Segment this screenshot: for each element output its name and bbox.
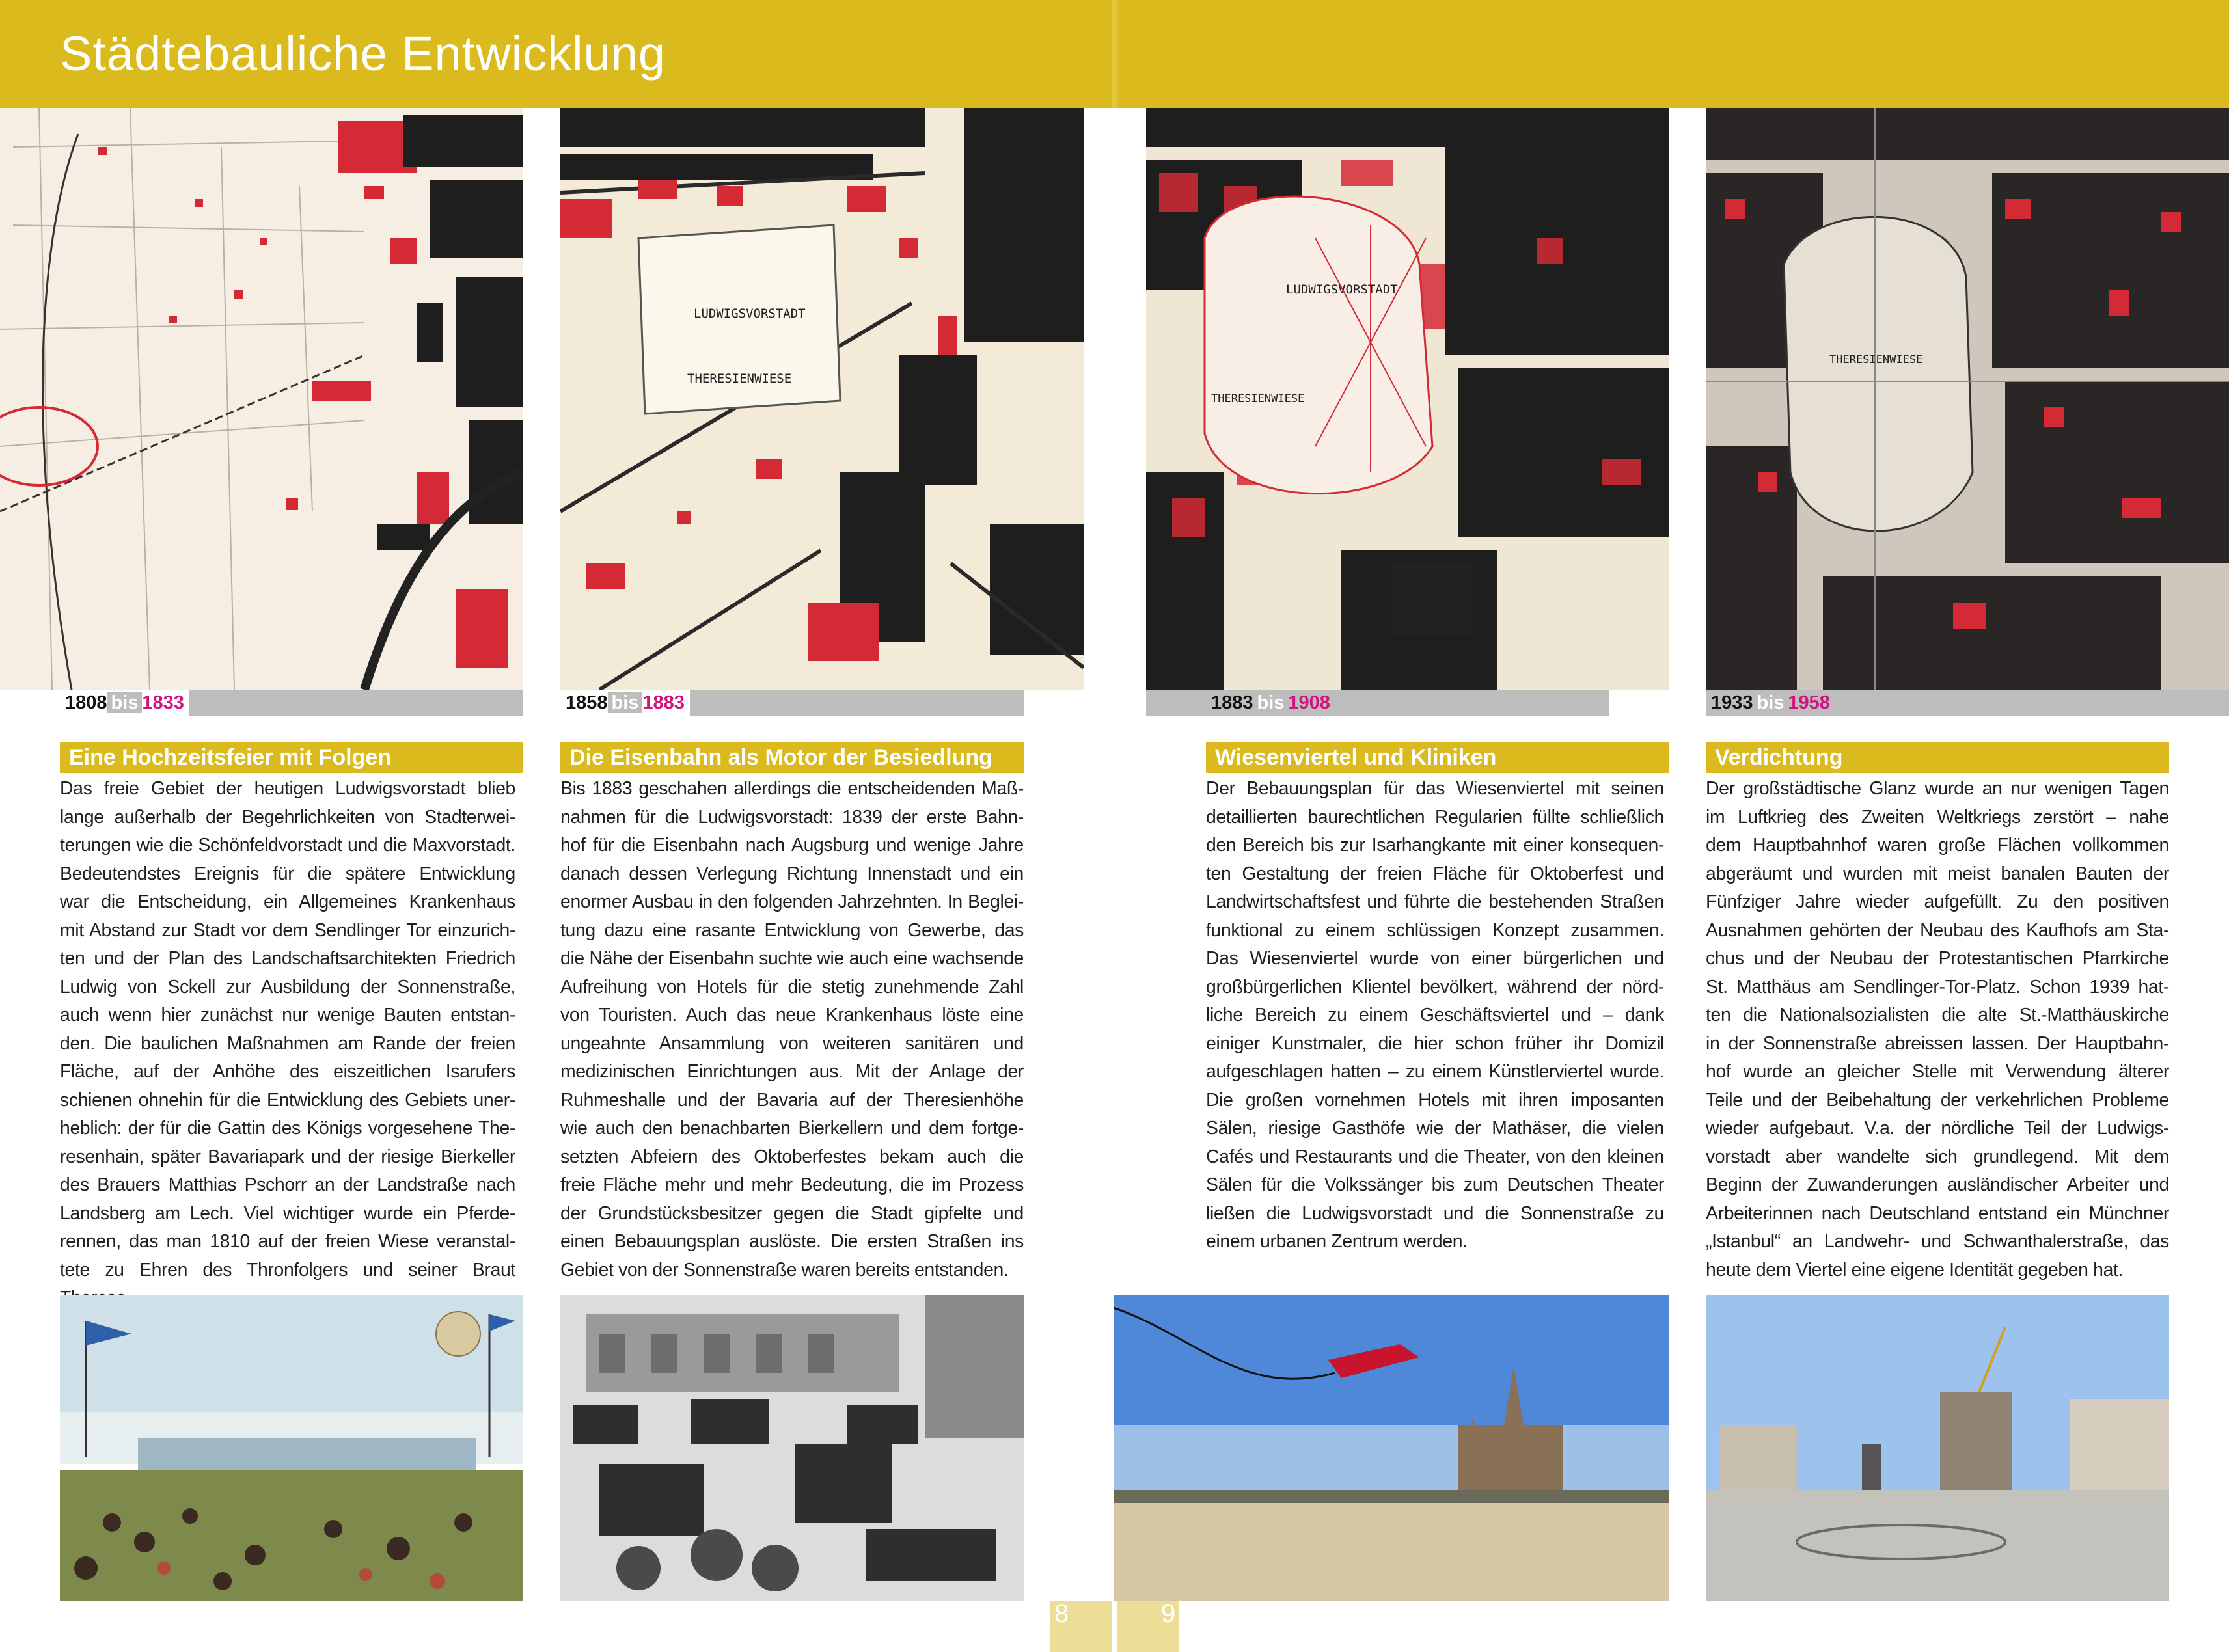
text-line: heblich: der für die Gattin des Königs vorgesehene The-: [60, 1118, 515, 1139]
text-line: aufgeschlagen hatten – zu einem Künstlerviertel wurde.: [1206, 1061, 1664, 1082]
photo-stachus-square: [1706, 1295, 2169, 1601]
text-line: die Nähe der Eisenbahn suchte wie auch eine wachsende: [560, 948, 1024, 969]
map-label-ludwigsvorstadt: LUDWIGSVORSTADT: [694, 306, 806, 321]
text-line: Fünfziger Jahre wieder aufgefüllt. Zu den positiven: [1706, 891, 2169, 912]
text-line: des Brauers Matthias Pschorr an der Landstraße nach: [60, 1174, 515, 1195]
year-bar: [1706, 690, 2229, 716]
map-1933-1958: [1706, 108, 2229, 690]
text-line: danach dessen Verlegung Richtung Innenstadt und ein: [560, 863, 1024, 884]
text-line: von Touristen. Auch das neue Krankenhaus löste eine: [560, 1005, 1024, 1025]
text-line: ließen die Ludwigsvorstadt und die Sonnenstraße zu: [1206, 1202, 1664, 1224]
text-line: Sälen für die Volkssänger bis zum Deutschen Theater: [1206, 1174, 1664, 1195]
year-range: 1883 bis 1908: [1211, 692, 1330, 713]
text-line: Cafés und Restaurants und die Theater, von den kleinen: [1206, 1146, 1664, 1167]
text-line: „Istanbul“ an Landwehr- und Schwanthalerstraße, das: [1706, 1231, 2169, 1252]
text-line: Ruhmeshalle und der Bavaria auf der Theresienhöhe: [560, 1089, 1024, 1111]
page-number-right: 9: [1161, 1599, 1176, 1628]
text-line: medizinischen Einrichtungen aus. Mit der Anlage der: [560, 1061, 1024, 1082]
text-line: Das Wiesenviertel wurde von einer bürgerlichen und: [1206, 948, 1664, 969]
text-line: Bedeutendstes Ereignis für die spätere Entwicklung: [60, 863, 515, 884]
section-heading: Die Eisenbahn als Motor der Besiedlung: [560, 742, 1024, 773]
text-line: St. Matthäus am Sendlinger-Tor-Platz. Schon 1939 hat-: [1706, 976, 2169, 997]
text-line: Aufreihung von Hotels für die stetig zunehmende Zahl: [560, 976, 1024, 997]
page-number-left: 8: [1054, 1599, 1069, 1628]
text-line: tete zu Ehren des Thronfolgers und seiner Braut: [60, 1259, 515, 1280]
map-label-ludwigsvorstadt: LUDWIGSVORSTADT: [1286, 282, 1398, 297]
text-line: ten und der Plan des Landschaftsarchitekten Friedrich: [60, 948, 515, 969]
text-line: freie Fläche mehr und mehr Bedeutung, die im Prozess: [560, 1174, 1024, 1195]
text-line: Der großstädtische Glanz wurde an nur wenigen Tagen: [1706, 778, 2169, 799]
text-line: liche Bereich zu einem Geschäftsviertel und – dank: [1206, 1005, 1664, 1025]
year-bar: [60, 690, 523, 716]
photo-oktoberfest-painting: [60, 1295, 523, 1601]
text-line: ungeahnte Ansammlung von weiteren sanitären und: [560, 1033, 1024, 1054]
text-line: mit Abstand zur Stadt vor dem Sendlinger Tor einzurich-: [60, 919, 515, 941]
text-line: funktional zu einem schlüssigen Konzept zusammen.: [1206, 919, 1664, 941]
text-line: auch wenn hier zunächst nur wenige Bauten entstan-: [60, 1005, 515, 1025]
text-line: dem Hauptbahnhof waren große Flächen vollkommen: [1706, 835, 2169, 856]
text-line: nahmen für die Ludwigsvorstadt: 1839 der erste Bahn-: [560, 806, 1024, 828]
text-line: den. Die baulichen Maßnahmen am Rande der freien: [60, 1033, 515, 1054]
text-line: einem urbanen Zentrum werden.: [1206, 1231, 1468, 1252]
text-line: war die Entscheidung, ein Allgemeines Krankenhaus: [60, 891, 515, 912]
text-line: einiger Kunstmaler, die hier schon früher ihr Domizil: [1206, 1033, 1664, 1054]
section-body: [1206, 775, 1664, 1256]
map-1858-1883: [560, 108, 1084, 690]
text-line: terungen wie die Schönfeldvorstadt und die Maxvorstadt.: [60, 835, 515, 856]
text-line: Sälen, riesige Gasthöfe wie der Mathäser, die vielen: [1206, 1118, 1664, 1139]
text-line: Die großen vornehmen Hotels mit ihren imposanten: [1206, 1089, 1664, 1111]
section-heading: Verdichtung: [1706, 742, 2169, 773]
text-line: rennen, das man 1810 auf der freien Wiese veranstal-: [60, 1231, 515, 1252]
text-line: resenhain, später Bavariapark und der riesige Bierkeller: [60, 1146, 515, 1167]
text-line: setzten Abfeiern des Oktoberfestes bekam auch die: [560, 1146, 1024, 1167]
text-line: detaillierten baurechtlichen Regularien füllte schließlich: [1206, 806, 1664, 828]
page-title: Städtebauliche Entwicklung: [60, 27, 666, 81]
text-line: in der Sonnenstraße abreissen lassen. Der Hauptbahn-: [1706, 1033, 2169, 1054]
text-line: Fläche, auf der Anhöhe des eiszeitlichen Isarufers: [60, 1061, 515, 1082]
section-body: [560, 775, 1024, 1284]
section-heading: Wiesenviertel und Kliniken: [1206, 742, 1669, 773]
text-line: vorstadt aber wandelte sich grundlegend. Mit dem: [1706, 1146, 2169, 1167]
map-label-theresienwiese: THERESIENWIESE: [1829, 353, 1923, 366]
photo-theresienwiese-kite: [1114, 1295, 1669, 1601]
year-bar: [560, 690, 1024, 716]
year-bar: [1146, 690, 1609, 716]
text-line: ten die Nationalsozialisten die alte St.-Matthäuskirche: [1706, 1005, 2169, 1025]
text-line: Teile und der Beibehaltung der verkehrlichen Probleme: [1706, 1089, 2169, 1111]
text-line: Gebiet von der Sonnenstraße waren bereits entstanden.: [560, 1259, 1009, 1280]
photo-station-engraving: [560, 1295, 1024, 1601]
section-body: [60, 775, 515, 1313]
text-line: Beginn der Zuwanderungen ausländischer Arbeiter und: [1706, 1174, 2169, 1195]
text-line: wieder aufgebaut. V.a. der nördliche Teil der Ludwigs-: [1706, 1118, 2169, 1139]
map-1808-1833: [0, 108, 523, 690]
text-line: wie auch den benachbarten Bierkellern und dem fortge-: [560, 1118, 1024, 1139]
text-line: der Grundstücksbesitzer gegen die Stadt gipfelte und: [560, 1202, 1024, 1224]
year-range: 1808 bis 1833: [60, 690, 189, 716]
map-1883-1908: [1146, 108, 1669, 690]
year-range: 1858 bis 1883: [560, 690, 690, 716]
text-line: tung dazu eine rasante Entwicklung von Gewerbe, das: [560, 919, 1024, 941]
section-body: [1706, 775, 2169, 1284]
text-line: Arbeiterinnen nach Deutschland entstand ein Münchner: [1706, 1202, 2169, 1224]
text-line: schienen ohnehin für die Entwicklung des Gebiets uner-: [60, 1089, 515, 1111]
text-line: ten Gestaltung der freien Fläche für Oktoberfest und: [1206, 863, 1664, 884]
text-line: chus und der Neubau der Protestantischen Pfarrkirche: [1706, 948, 2169, 969]
text-line: Ludwig von Sckell zur Ausbildung der Sonnenstraße,: [60, 976, 515, 997]
text-line: lange außerhalb der Begehrlichkeiten von Stadterwei-: [60, 806, 515, 828]
text-line: großbürgerlichen Klientel bevölkert, während der nörd-: [1206, 976, 1664, 997]
text-line: heute dem Viertel eine eigene Identität gegeben hat.: [1706, 1259, 2124, 1280]
year-range: 1933 bis 1958: [1711, 692, 1830, 713]
text-line: den Bereich bis zur Isarhangkante mit einer konsequen-: [1206, 835, 1664, 856]
text-line: Landwirtschaftsfest und führte die bestehenden Straßen: [1206, 891, 1664, 912]
text-line: Der Bebauungsplan für das Wiesenviertel mit seinen: [1206, 778, 1664, 799]
section-heading: Eine Hochzeitsfeier mit Folgen: [60, 742, 523, 773]
map-label-theresienwiese: THERESIENWIESE: [1211, 392, 1305, 405]
text-line: Ausnahmen gehörten der Neubau des Kaufhofs am Sta-: [1706, 919, 2169, 941]
page-gutter: [1112, 0, 1117, 108]
text-line: im Luftkrieg des Zweiten Weltkriegs zerstört – nahe: [1706, 806, 2169, 828]
text-line: hof wurde an gleicher Stelle mit Verwendung älterer: [1706, 1061, 2169, 1082]
map-label-theresienwiese: THERESIENWIESE: [687, 372, 792, 386]
text-line: enormer Ausbau in den folgenden Jahrzehnten. In Beglei-: [560, 891, 1024, 912]
text-line: abgeräumt und wurden mit meist banalen Bauten der: [1706, 863, 2169, 884]
text-line: Bis 1883 geschahen allerdings die entscheidenden Maß-: [560, 778, 1024, 799]
text-line: Landsberg am Lech. Viel wichtiger wurde ein Pferde-: [60, 1202, 515, 1224]
text-line: hof für die Eisenbahn nach Augsburg und wenige Jahre: [560, 835, 1024, 856]
text-line: einen Bebauungsplan auslöste. Die ersten Straßen ins: [560, 1231, 1024, 1252]
text-line: Das freie Gebiet der heutigen Ludwigsvorstadt blieb: [60, 778, 515, 799]
